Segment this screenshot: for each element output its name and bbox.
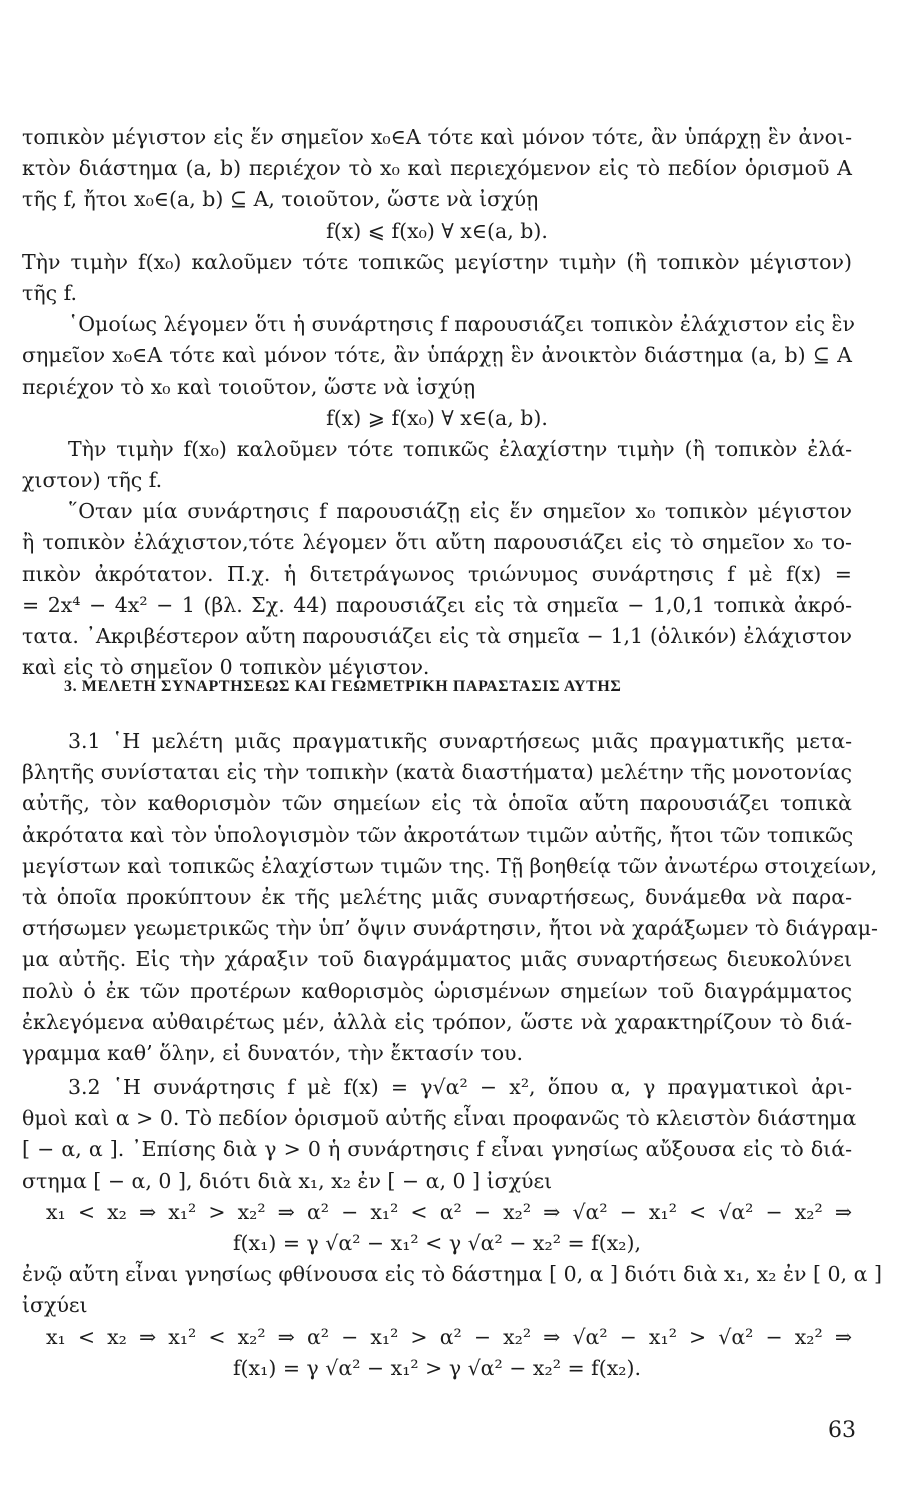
formula-line: f(x) ⩾ f(x₀) ∀ x∈(a, b). (326, 405, 548, 430)
formula-line: f(x₁) = γ √α² − x₁² > γ √α² − x₂² = f(x₂). (232, 1355, 642, 1380)
paragraph-local-extrema-definitions (22, 122, 855, 683)
text-line: καὶ εἰς τὸ σημεῖον 0 τοπικὸν μέγιστον. (22, 655, 430, 680)
text-line: τῆς f, ἤτοι x₀∈(a, b) ⊆ A, τοιοῦτον, ὥστε νὰ ἰσχύῃ (22, 187, 539, 212)
text-line: τοπικὸν μέγιστον εἰς ἕν σημεῖον x₀∈A τότε καὶ μόνον τότε, ἂν ὑπάρχῃ ἓν ἀνοι- (22, 125, 852, 149)
text-line: γραμμα καθ’ ὅλην, εἰ δυνατόν, τὴν ἔκτασίν του. (22, 1040, 524, 1065)
text-line: αὐτῆς, τὸν καθορισμὸν τῶν σημείων εἰς τὰ ὁποῖα αὔτη παρουσιάζει τοπικὰ (22, 791, 852, 816)
paragraph-3-1 (22, 726, 878, 1069)
text-line: τῆς f. (22, 280, 77, 305)
text-line: Τὴν τιμὴν f(x₀) καλοῦμεν τότε τοπικῶς μεγίστην τιμὴν (ἢ τοπικὸν μέγιστον) (22, 249, 852, 274)
formula-line: x₁ < x₂ ⇒ x₁² < x₂² ⇒ α² − x₁² > α² − x₂² ⇒ √α² − x₁² > √α² − x₂² ⇒ (46, 1324, 852, 1349)
text-line: πολὺ ὁ ἐκ τῶν προτέρων καθορισμὸς ὡρισμένων σημείων τοῦ διαγράμματος (22, 978, 852, 1003)
page-number: 63 (828, 1418, 856, 1443)
text-line: Τὴν τιμὴν f(x₀) καλοῦμεν τότε τοπικῶς ἐλαχίστην τιμὴν (ἢ τοπικὸν ἐλά- (68, 436, 852, 461)
text-line: βλητῆς συνίσταται εἰς τὴν τοπικὴν (κατὰ διαστήματα) μελέτην τῆς μονοτονίας (22, 760, 852, 785)
text-line: μα αὐτῆς. Εἰς τὴν χάραξιν τοῦ διαγράμματος μιᾶς συναρτήσεως διευκολύνει (22, 947, 852, 972)
formula-line: f(x₁) = γ √α² − x₁² < γ √α² − x₂² = f(x₂), (232, 1230, 642, 1255)
text-line: 3.2 ῾Η συνάρτησις f μὲ f(x) = γ√α² − x², ὅπου α, γ πραγματικοὶ ἀρι- (68, 1075, 852, 1099)
text-line: περιέχον τὸ x₀ καὶ τοιοῦτον, ὥστε νὰ ἰσχύῃ (22, 374, 476, 399)
text-line: τὰ ὁποῖα προκύπτουν ἐκ τῆς μελέτης μιᾶς συναρτήσεως, δυνάμεθα νὰ παρα- (22, 884, 852, 909)
text-line: στήσωμεν γεωμετρικῶς τὴν ὑπ’ ὄψιν συνάρτησιν, ἤτοι νὰ χαράξωμεν τὸ διάγραμ- (22, 916, 878, 941)
text-line: ῞Οταν μία συνάρτησις f παρουσιάζῃ εἰς ἕν σημεῖον x₀ τοπικὸν μέγιστον (68, 499, 852, 524)
section-heading: 3. ΜΕΛΕΤΗ ΣΥΝΑΡΤΗΣΕΩΣ ΚΑΙ ΓΕΩΜΕΤΡΙΚΗ ΠΑΡΑΣΤΑΣΙΣ ΑΥΤΗΣ (64, 678, 622, 695)
text-line: σημεῖον x₀∈A τότε καὶ μόνον τότε, ἂν ὑπάρχῃ ἓν ἀνοικτὸν διάστημα (a, b) ⊆ A (22, 343, 852, 368)
formula-line: f(x) ⩽ f(x₀) ∀ x∈(a, b). (326, 218, 548, 243)
text-line: ἢ τοπικὸν ἐλάχιστον,τότε λέγομεν ὅτι αὔτη παρουσιάζει εἰς τὸ σημεῖον x₀ το- (22, 530, 852, 555)
text-line: τατα. ᾿Ακριβέστερον αὔτη παρουσιάζει εἰς τὰ σημεῖα − 1,1 (ὁλικόν) ἐλάχιστον (22, 624, 852, 648)
text-line: ἀκρότατα καὶ τὸν ὑπολογισμὸν τῶν ἀκροτάτων τιμῶν αὐτῆς, ἤτοι τῶν τοπικῶς (22, 822, 854, 847)
text-line: ἐνῷ αὔτη εἶναι γνησίως φθίνουσα εἰς τὸ δάστημα [ 0, α ] διότι διὰ x₁, x₂ ἐν [ 0, α ] (22, 1262, 882, 1287)
text-line: πικὸν ἀκρότατον. Π.χ. ἡ διτετράγωνος τριώνυμος συνάρτησις f μὲ f(x) = (22, 561, 852, 586)
text-line: κτὸν διάστημα (a, b) περιέχον τὸ x₀ καὶ περιεχόμενον εἰς τὸ πεδίον ὁρισμοῦ A (22, 156, 852, 181)
paragraph-3-2 (22, 1072, 882, 1384)
text-line: μεγίστων καὶ τοπικῶς ἐλαχίστων τιμῶν της. Τῇ βοηθείᾳ τῶν ἀνωτέρω στοιχείων, (22, 853, 878, 878)
text-line: = 2x⁴ − 4x² − 1 (βλ. Σχ. 44) παρουσιάζει εἰς τὰ σημεῖα − 1,0,1 τοπικὰ ἀκρό- (22, 592, 852, 617)
text-line: χιστον) τῆς f. (22, 468, 163, 493)
text-line: ῾Ομοίως λέγομεν ὅτι ἡ συνάρτησις f παρουσιάζει τοπικὸν ἐλάχιστον εἰς ἓν (68, 312, 855, 337)
text-line: [ − α, α ]. ᾿Επίσης διὰ γ > 0 ἡ συνάρτησις f εἶναι γνησίως αὔξουσα εἰς τὸ διά- (22, 1137, 852, 1162)
formula-line: x₁ < x₂ ⇒ x₁² > x₂² ⇒ α² − x₁² < α² − x₂² ⇒ √α² − x₁² < √α² − x₂² ⇒ (46, 1199, 852, 1224)
text-line: στημα [ − α, 0 ], διότι διὰ x₁, x₂ ἐν [ − α, 0 ] ἰσχύει (22, 1168, 553, 1193)
text-line: 3.1 ῾Η μελέτη μιᾶς πραγματικῆς συναρτήσεως μιᾶς πραγματικῆς μετα- (68, 729, 852, 753)
text-line: θμοὶ καὶ α > 0. Τὸ πεδίον ὁρισμοῦ αὐτῆς εἶναι προφανῶς τὸ κλειστὸν διάστημα (22, 1106, 857, 1131)
text-line: ἐκλεγόμενα αὐθαιρέτως μέν, ἀλλὰ εἰς τρόπον, ὥστε νὰ χαρακτηρίζουν τὸ διά- (22, 1009, 852, 1034)
text-line: ἰσχύει (22, 1293, 88, 1318)
